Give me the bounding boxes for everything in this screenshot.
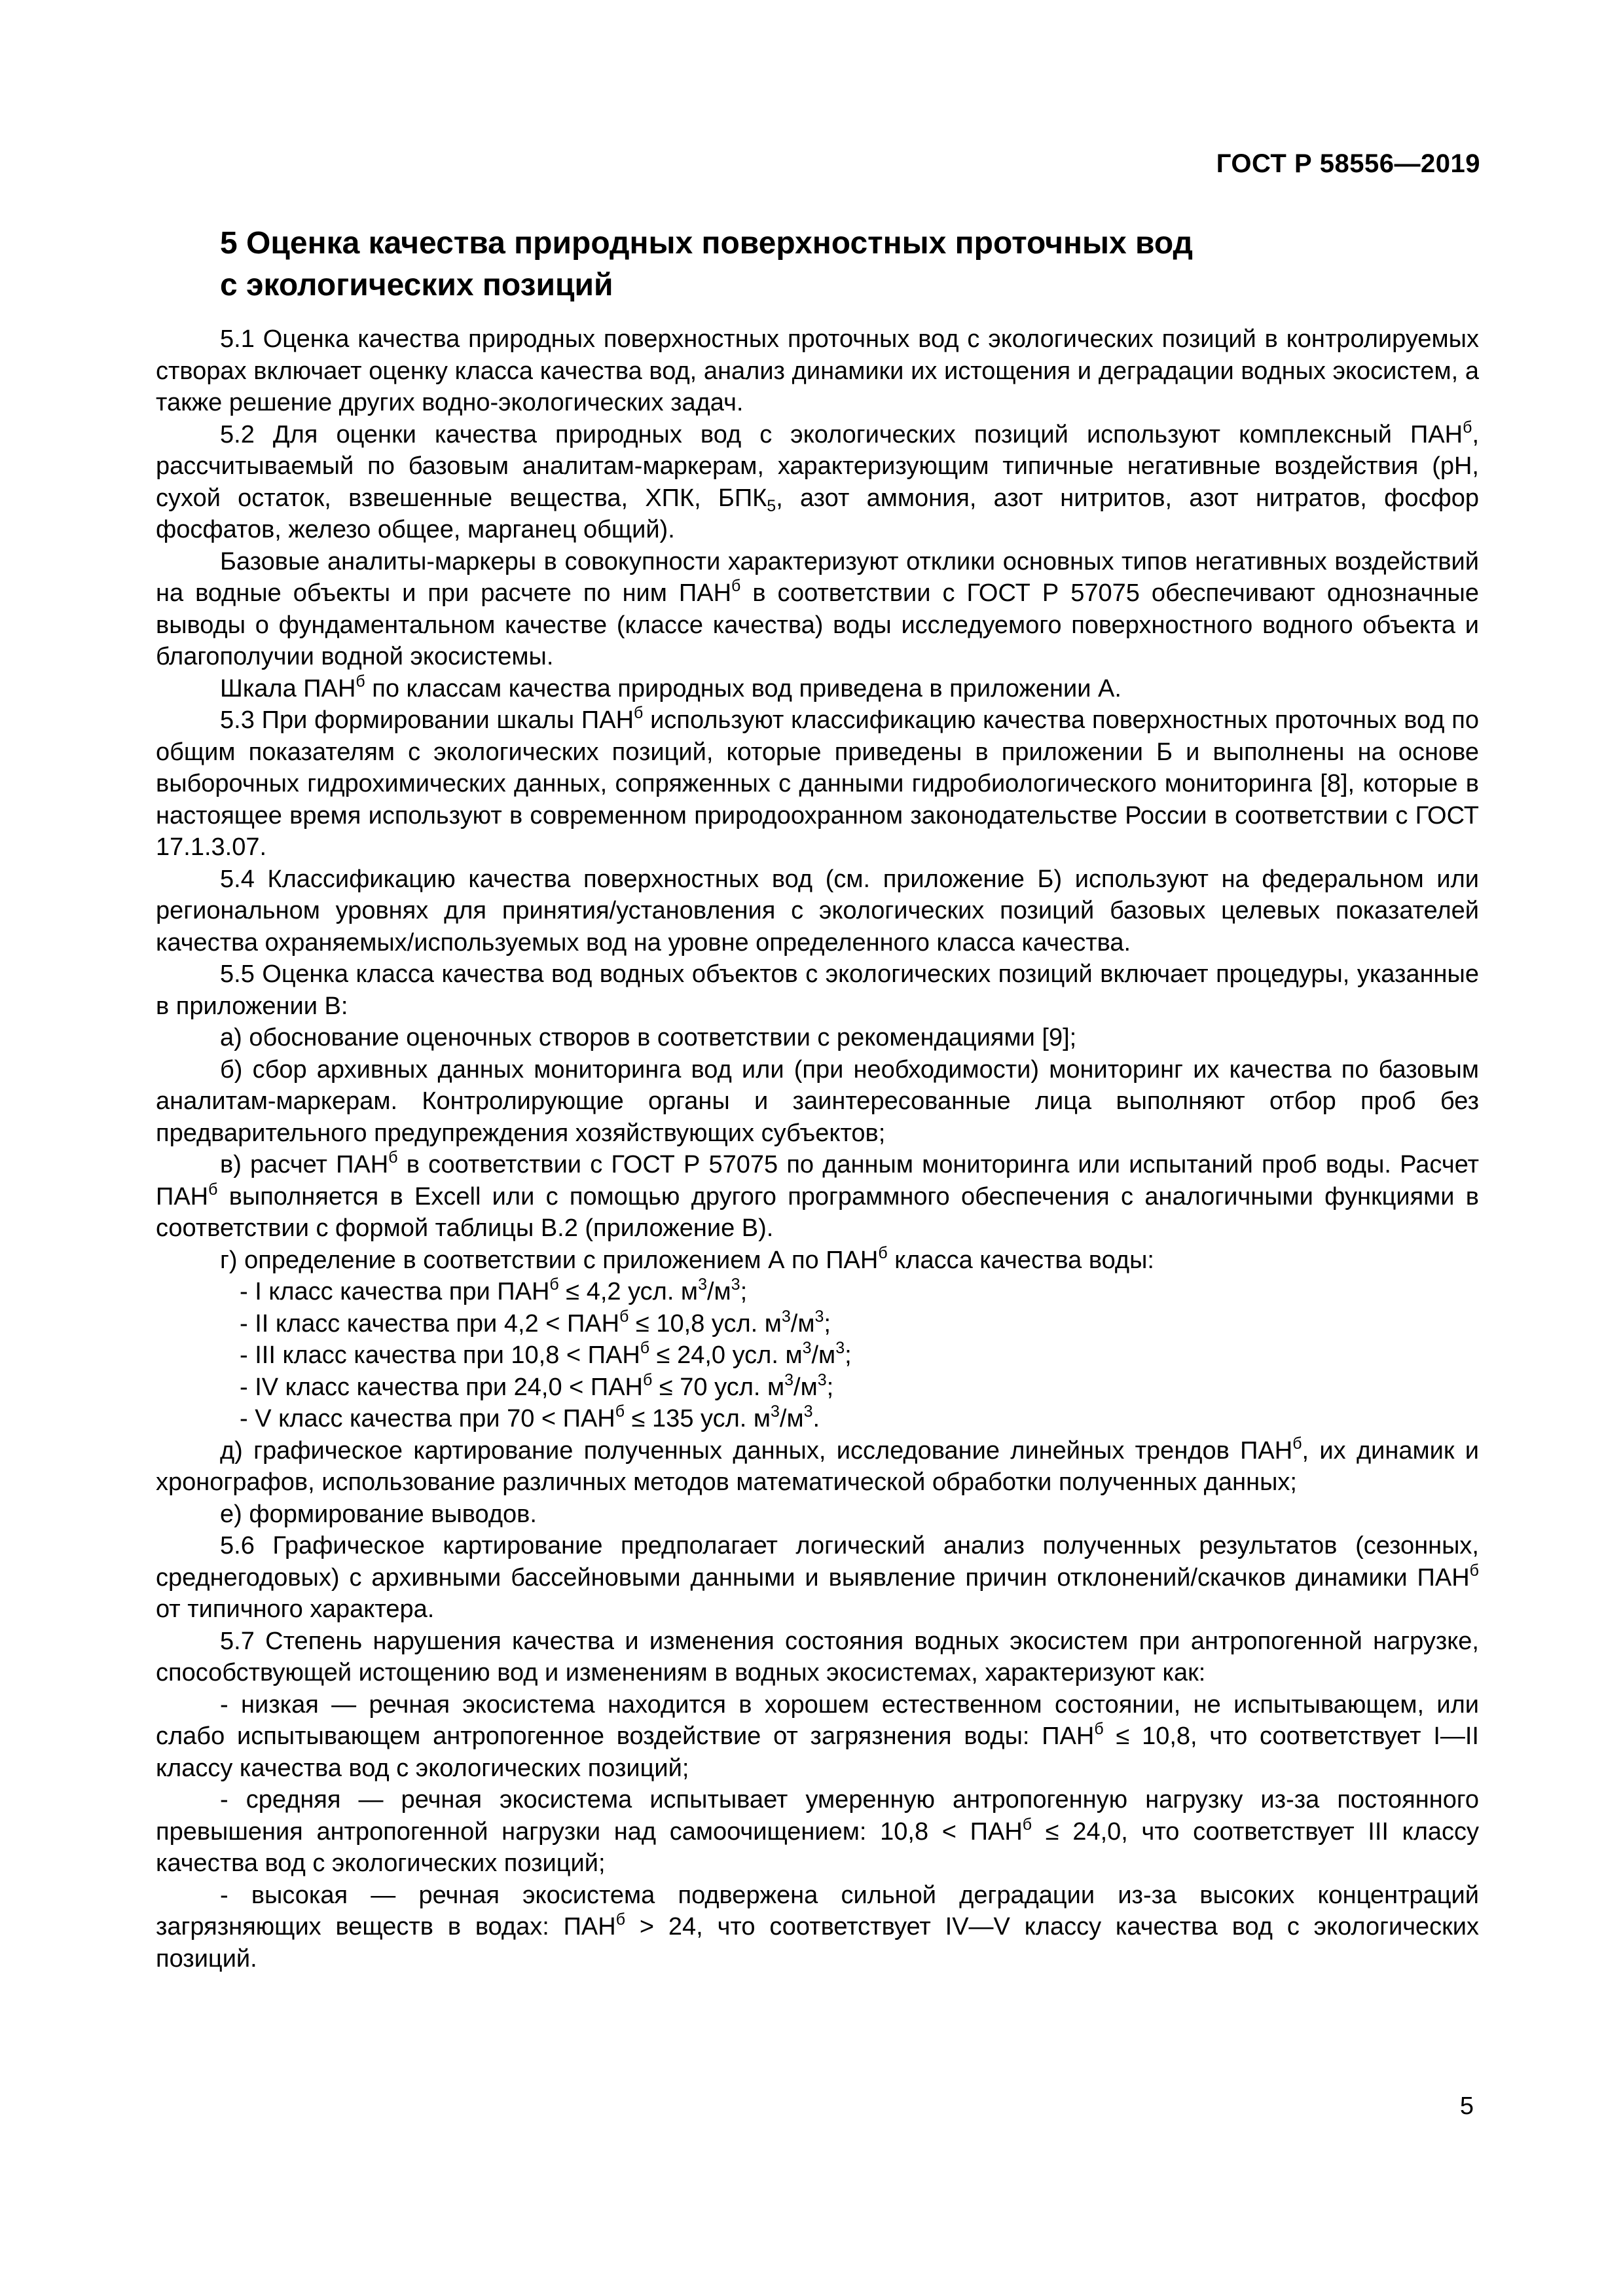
paragraph-5-2: 5.2 Для оценки качества природных вод с экологических позиций используют комплексный $ПАН^б$, рассчитываемый по базовым аналитам-маркерам, характеризующим типичные негативные воздействия (pH, сухой остаток, взвешенные вещества, ХПК, $БПК_5$, азот аммония, азот нитритов, азот нитратов, фосфор фосфатов, железо общее, марганец общий). [156, 418, 1479, 543]
quality-class-5: - V класс качества при $70 < ПАН^б \le 135$ усл. $м^3/м^3$. [240, 1402, 820, 1432]
list-item-v: в) расчет $ПАН^б$ в соответствии с ГОСТ Р 57075 по данным мониторинга или испытаний проб воды. Расчет $ПАН^б$ выполняется в Excell или с помощью другого программного обеспечения с аналогичными функциями в соответствии с формой таблицы В.2 (приложение В). [156, 1148, 1480, 1242]
section-title [220, 223, 1398, 306]
paragraph-5-7: 5.7 Степень нарушения качества и изменения состояния водных экосистем при антропогенной нагрузке, способствующей истощению вод и изменениям в водных экосистемах, характеризуют как: [156, 1627, 1479, 1686]
paragraph-5-3: 5.3 При формировании шкалы $ПАН^б$ используют классификацию качества поверхностных проточных вод по общим показателям с экологических позиций, которые приведены в приложении Б и выполнены на основе выборочных гидрохимических данных, сопряженных с данными гидробиологического мониторинга [8], которые в настоящее время используют в современном природоохранном законодательстве России в соответствии с ГОСТ 17.1.3.07. [156, 704, 1479, 861]
document-code: ГОСТ Р 58556—2019 [1216, 149, 1480, 178]
paragraph-5-1: 5.1 Оценка качества природных поверхностных проточных вод с экологических позиций в контролируемых створах включает оценку класса качества вод, анализ динамики их истощения и деградации водных экосистем, а также решение других водно-экологических задач. [156, 325, 1479, 416]
section-title-line-2: с экологических позиций [220, 268, 613, 302]
section-title-line-1: 5 Оценка качества природных поверхностных проточных вод [220, 226, 1194, 261]
degree-high: - высокая — речная экосистема подвержена сильной деградации из-за высоких концентраций загрязняющих веществ в водах: $ПАН^б > 24$, что соответствует IV—V классу качества вод с экологических позиций. [156, 1881, 1479, 1973]
list-item-a: а) обоснование оценочных створов в соответствии с рекомендациями [9]; [220, 1024, 1077, 1051]
paragraph-5-6: 5.6 Графическое картирование предполагает логический анализ полученных результатов (сезонных, среднегодовых) с архивными бассейновыми данными и выявление причин отклонений/скачков динамики $ПАН^б$ от типичного характера. [156, 1532, 1479, 1623]
paragraph-scale: Шкала $ПАН^б$ по классам качества природных вод приведена в приложении А. [220, 672, 1122, 702]
degree-low: - низкая — речная экосистема находится в хорошем естественном состоянии, не испытывающем, или слабо испытывающем антропогенное воздействие от загрязнения воды: $ПАН^б \le 10,8$, что соответствует I—II классу качества вод с экологических позиций; [156, 1690, 1479, 1782]
quality-class-2: - II класс качества при $4,2 < ПАН^б \le 10,8$ усл. $м^3/м^3$; [240, 1307, 831, 1338]
list-item-b: б) сбор архивных данных мониторинга вод или (при необходимости) мониторинг их качества по базовым аналитам-маркерам. Контролирующие органы и заинтересованные лица выполняют отбор проб без предварительного предупреждения хозяйствующих субъектов; [156, 1055, 1479, 1147]
quality-class-4: - IV класс качества при $24,0 < ПАН^б \le 70$ усл. $м^3/м^3$; [240, 1370, 834, 1401]
paragraph-basic-analytes: Базовые аналиты-маркеры в совокупности характеризуют отклики основных типов негативных воздействий на водные объекты и при расчете по ним $ПАН^б$ в соответствии с ГОСТ Р 57075 обеспечивают однозначные выводы о фундаментальном качестве (классе качества) воды исследуемого поверхностного водного объекта и благополучии водной экосистемы. [156, 547, 1480, 670]
quality-class-3: - III класс качества при $10,8 < ПАН^б \le 24,0$ усл. $м^3/м^3$; [240, 1339, 852, 1369]
section-body [156, 323, 1479, 1975]
paragraph-5-5: 5.5 Оценка класса качества вод водных объектов с экологических позиций включает процедуры, указанные в приложении В: [156, 960, 1479, 1020]
list-item-e: е) формирование выводов. [220, 1500, 537, 1528]
list-item-d: д) графическое картирование полученных данных, исследование линейных трендов $ПАН^б$, их динамик и хронографов, использование различных методов математической обработки полученных данных; [156, 1434, 1480, 1496]
paragraph-5-4: 5.4 Классификацию качества поверхностных вод (см. приложение Б) используют на федеральном или региональном уровнях для принятия/установления с экологических позиций базовых целевых показателей качества охраняемых/используемых вод на уровне определенного класса качества. [156, 865, 1479, 957]
page-number: 5 [1459, 2092, 1474, 2120]
degree-medium: - средняя — речная экосистема испытывает умеренную антропогенную нагрузку из-за постоянного превышения антропогенной нагрузки над самоочищением: $10,8 < ПАН^б \le 24,0$, что соответствует III классу качества вод с экологических позиций; [156, 1786, 1479, 1877]
quality-class-1: - I класс качества при $ПАН^б \le 4,2$ усл. $м^3/м^3$; [240, 1275, 748, 1305]
list-item-g: г) определение в соответствии с приложением А по $ПАН^б$ класса качества воды: [220, 1243, 1154, 1274]
